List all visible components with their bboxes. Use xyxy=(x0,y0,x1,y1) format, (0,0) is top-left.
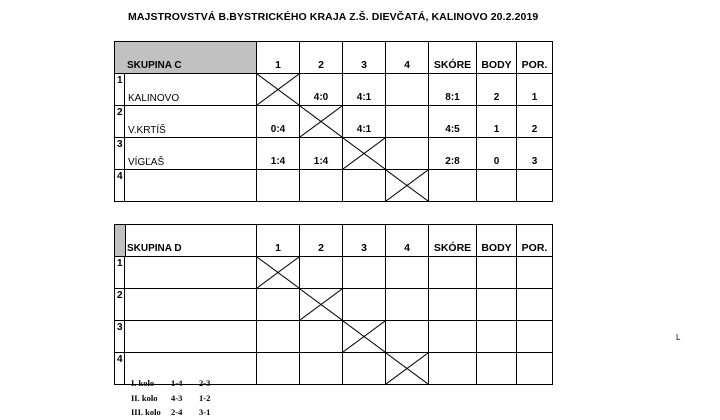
corner-mark: L xyxy=(676,333,681,342)
result-cell xyxy=(300,170,343,202)
result-cell xyxy=(343,353,386,385)
col-header-rank: POR. xyxy=(517,42,553,74)
result-cell xyxy=(343,170,386,202)
rank-cell xyxy=(517,353,553,385)
result-cell xyxy=(386,289,429,321)
team-cell xyxy=(115,289,257,321)
col-header-points: BODY xyxy=(477,225,517,257)
crossed-cell xyxy=(257,257,300,289)
result-cell xyxy=(257,170,300,202)
result-cell xyxy=(257,289,300,321)
row-number: 2 xyxy=(115,289,125,320)
col-header-rank: POR. xyxy=(517,225,553,257)
crossed-cell xyxy=(300,289,343,321)
result-cell xyxy=(386,257,429,289)
result-cell: 4:0 xyxy=(300,74,343,106)
col-header-4: 4 xyxy=(386,225,429,257)
group-c-name: SKUPINA C xyxy=(115,42,257,74)
score-cell: 2:8 xyxy=(429,138,477,170)
result-cell xyxy=(343,289,386,321)
row-number: 1 xyxy=(115,257,125,288)
points-cell xyxy=(477,170,517,202)
header-shading xyxy=(115,225,126,256)
score-cell xyxy=(429,170,477,202)
table-row xyxy=(115,138,553,170)
round-label: II. kolo xyxy=(131,393,158,403)
round-label: I. kolo xyxy=(131,378,155,388)
crossed-cell xyxy=(386,170,429,202)
crossed-cell xyxy=(386,353,429,385)
table-row xyxy=(115,170,553,202)
result-cell xyxy=(343,257,386,289)
team-name: VÍGĽAŠ xyxy=(128,157,165,168)
schedule-row xyxy=(131,407,210,417)
group-c-table xyxy=(114,41,553,202)
col-header-1: 1 xyxy=(257,225,300,257)
match: 1-4 xyxy=(171,378,183,388)
table-row xyxy=(115,106,553,138)
row-number: 1 xyxy=(115,74,125,105)
row-number: 3 xyxy=(115,321,125,352)
col-header-score: SKÓRE xyxy=(429,42,477,74)
col-header-2: 2 xyxy=(300,42,343,74)
rank-cell: 3 xyxy=(517,138,553,170)
rank-cell xyxy=(517,321,553,353)
team-cell xyxy=(115,74,257,106)
rank-cell xyxy=(517,289,553,321)
schedule-row xyxy=(131,393,210,403)
col-header-2: 2 xyxy=(300,225,343,257)
crossed-cell xyxy=(257,74,300,106)
score-cell: 4:5 xyxy=(429,106,477,138)
score-cell xyxy=(429,257,477,289)
points-cell xyxy=(477,257,517,289)
team-cell xyxy=(115,170,257,202)
score-cell: 8:1 xyxy=(429,74,477,106)
schedule-row xyxy=(131,378,210,388)
col-header-score: SKÓRE xyxy=(429,225,477,257)
col-header-points: BODY xyxy=(477,42,517,74)
result-cell xyxy=(386,138,429,170)
points-cell xyxy=(477,321,517,353)
team-name: KALINOVO xyxy=(128,93,180,104)
match: 1-2 xyxy=(199,393,211,403)
points-cell: 1 xyxy=(477,106,517,138)
team-name: V.KRTÍŠ xyxy=(128,125,166,136)
result-cell xyxy=(386,106,429,138)
match: 2-4 xyxy=(171,407,183,417)
result-cell: 1:4 xyxy=(300,138,343,170)
group-c-header-row xyxy=(115,42,553,74)
rank-cell: 2 xyxy=(517,106,553,138)
group-d-name: SKUPINA D xyxy=(127,243,182,254)
table-row xyxy=(115,257,553,289)
group-d-name-cell xyxy=(115,225,257,257)
row-number: 4 xyxy=(115,353,125,384)
row-number: 4 xyxy=(115,170,125,201)
crossed-cell xyxy=(300,106,343,138)
result-cell: 4:1 xyxy=(343,106,386,138)
points-cell: 0 xyxy=(477,138,517,170)
result-cell xyxy=(257,321,300,353)
result-cell: 0:4 xyxy=(257,106,300,138)
match: 4-3 xyxy=(171,393,183,403)
row-number: 3 xyxy=(115,138,125,169)
match: 3-1 xyxy=(199,407,211,417)
result-cell xyxy=(300,353,343,385)
score-cell xyxy=(429,321,477,353)
result-cell xyxy=(300,257,343,289)
crossed-cell xyxy=(343,138,386,170)
table-row xyxy=(115,321,553,353)
team-cell xyxy=(115,138,257,170)
score-cell xyxy=(429,289,477,321)
team-cell xyxy=(115,321,257,353)
col-header-3: 3 xyxy=(343,225,386,257)
team-cell xyxy=(115,106,257,138)
match: 2-3 xyxy=(199,378,211,388)
result-cell xyxy=(386,74,429,106)
col-header-4: 4 xyxy=(386,42,429,74)
round-label: III. kolo xyxy=(131,407,161,417)
rank-cell xyxy=(517,170,553,202)
result-cell xyxy=(386,321,429,353)
result-cell xyxy=(257,353,300,385)
rank-cell xyxy=(517,257,553,289)
col-header-3: 3 xyxy=(343,42,386,74)
score-cell xyxy=(429,353,477,385)
table-row xyxy=(115,289,553,321)
points-cell xyxy=(477,289,517,321)
rank-cell: 1 xyxy=(517,74,553,106)
crossed-cell xyxy=(343,321,386,353)
group-d-header-row xyxy=(115,225,553,257)
page-title: MAJSTROVSTVÁ B.BYSTRICKÉHO KRAJA Z.Š. DIEVČATÁ, KALINOVO 20.2.2019 xyxy=(128,11,539,23)
row-number: 2 xyxy=(115,106,125,137)
col-header-1: 1 xyxy=(257,42,300,74)
result-cell: 4:1 xyxy=(343,74,386,106)
result-cell: 1:4 xyxy=(257,138,300,170)
group-d-table xyxy=(114,224,553,385)
team-cell xyxy=(115,257,257,289)
points-cell xyxy=(477,353,517,385)
result-cell xyxy=(300,321,343,353)
table-row xyxy=(115,74,553,106)
points-cell: 2 xyxy=(477,74,517,106)
